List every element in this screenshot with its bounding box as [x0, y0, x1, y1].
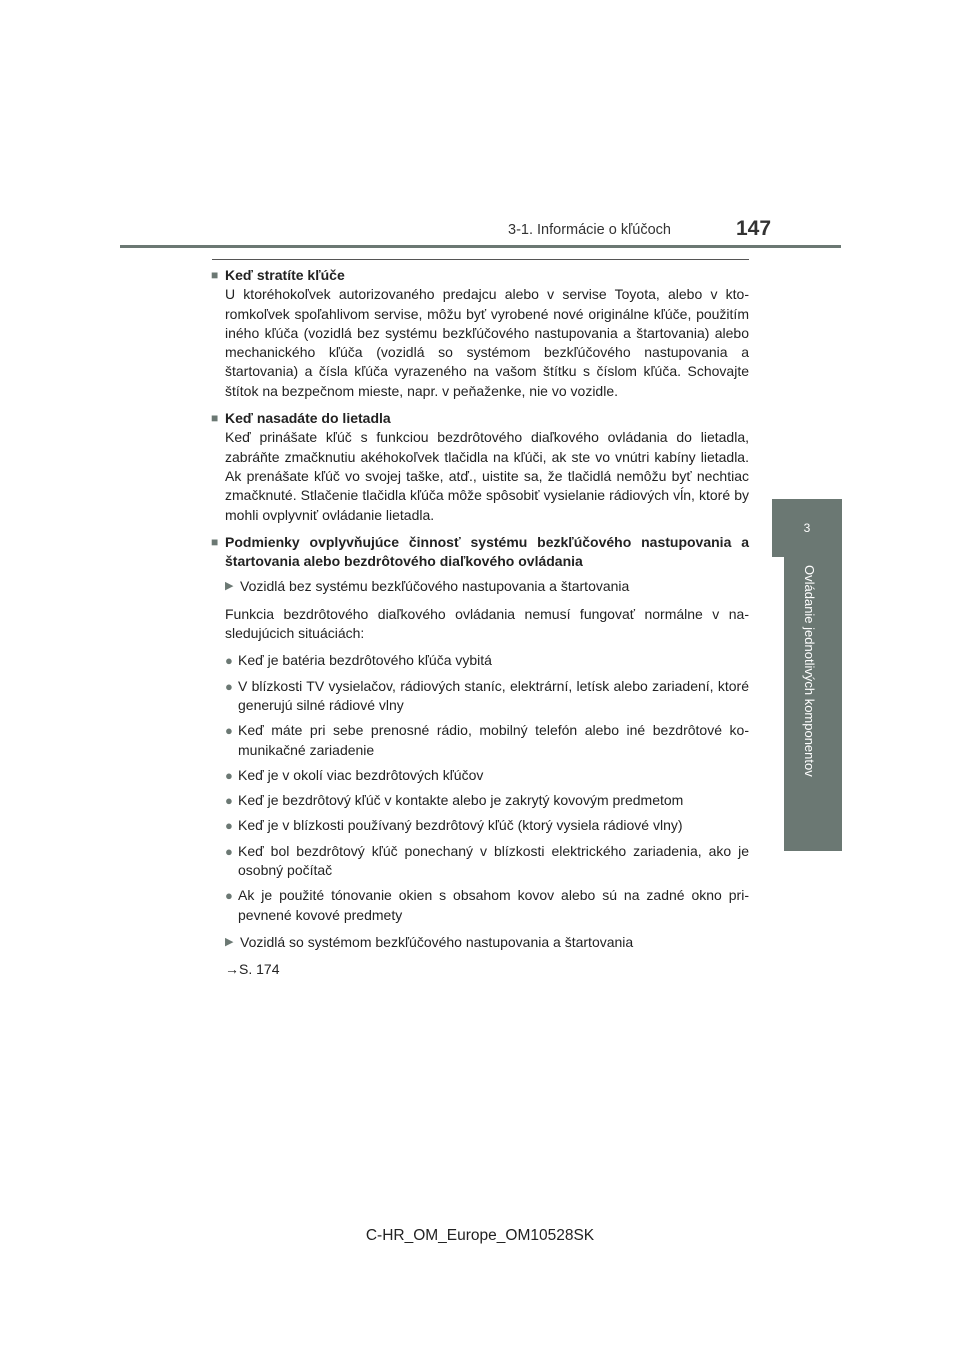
- bullet-dot-icon: ●: [225, 767, 233, 783]
- list-item: ● Keď bol bezdrôtový kľúč ponechaný v blízkosti elektrického zariadenia, ako je osobný počítač: [211, 842, 749, 881]
- list-item: ● Keď máte pri sebe prenosné rádio, mobilný telefón alebo iné bezdrôtové komunikačné zariadenie: [211, 721, 749, 760]
- section-lost-keys: [211, 266, 749, 401]
- bullet-dot-icon: ●: [225, 653, 233, 669]
- header-divider: [120, 245, 841, 248]
- document-footer: C-HR_OM_Europe_OM10528SK: [365, 1227, 595, 1244]
- list-item: ● Ak je použité tónovanie okien s obsahom kovov alebo sú na zadné okno pripevnené kovové predmety: [211, 886, 749, 925]
- bullet-dot-icon: ●: [225, 793, 233, 809]
- bullet-dot-icon: ●: [225, 818, 233, 834]
- list-item: ● Keď je bezdrôtový kľúč v kontakte alebo je zakrytý kovovým predmetom: [211, 791, 749, 810]
- conditions-intro: Funkcia bezdrôtového diaľkového ovládania nemusí fungovať normálne v nasledujúcich situáciách:: [225, 605, 749, 642]
- square-bullet-icon: ■: [211, 268, 219, 282]
- bullet-dot-icon: ●: [225, 843, 233, 859]
- chapter-tab[interactable]: [772, 499, 842, 557]
- arrow-right-icon: →: [225, 961, 239, 978]
- list-item: ● Keď je v okolí viac bezdrôtových kľúčov: [211, 766, 749, 785]
- square-bullet-icon: ■: [211, 411, 219, 426]
- content-divider: [212, 259, 749, 260]
- section-body: Keď prinášate kľúč s funkciou bezdrôtového diaľkového ovládania do lietadla, zabráňte zmačknutiu akéhokoľvek tlačidla na kľúči, ak ste vo vnútri kabíny lietadla. Ak prenášate kľúč vo svojej taške, atď., uistite sa, že tlačidlá nemôžu byť nechtiac zmačknuté. Stlačenie tlačidla kľúča môže spôsobiť vysielanie rádiových vĺn, ktoré by mohli ovplyvniť ovládanie lietadla.: [225, 429, 749, 523]
- list-item: ● V blízkosti TV vysielačov, rádiových staníc, elektrární, letísk alebo zariadení, ktoré generujú silné rádiové vlny: [211, 677, 749, 716]
- section-heading: Podmienky ovplyvňujúce činnosť systému bezkľúčového nastupovania a štartovania alebo bezdrôtového diaľkového ovládania: [225, 533, 749, 570]
- section-heading: Keď nasadáte do lietadla: [225, 410, 391, 427]
- subheading-with-smart-key: ▶ Vozidlá so systémom bezkľúčového nastupovania a štartovania: [211, 933, 749, 952]
- page-content: [211, 266, 749, 988]
- subheading-without-smart-key: ▶ Vozidlá bez systému bezkľúčového nastupovania a štartovania: [211, 577, 749, 596]
- square-bullet-icon: ■: [211, 534, 219, 549]
- triangle-right-icon: ▶: [225, 935, 234, 948]
- section-body: U ktoréhokoľvek autorizovaného predajcu alebo v servise Toyota, alebo v ktoromkoľvek spoľahlivom servise, môžu byť vyrobené nové originálne kľúče, použitím iného kľúča (vozidlá bez systému bezkľúčového nastupovania a štartovania) alebo mechanického kľúča (vozidlá so systémom bezkľúčového nastupovania a štartovania) a čísla kľúča vyrazeného na vašom štítku s číslom kľúča. Schovajte štítok na bezpečnom mieste, napr. v peňaženke, nie vo vozidle.: [225, 286, 749, 399]
- list-item: ● Keď je v blízkosti používaný bezdrôtový kľúč (ktorý vysiela rádiové vlny): [211, 816, 749, 835]
- page-number: 147: [736, 217, 772, 240]
- chapter-title: Ovládanie jednotlivých komponentov: [802, 565, 817, 777]
- bullet-dot-icon: ●: [225, 678, 233, 694]
- section-airplane: [211, 409, 749, 525]
- bullet-dot-icon: ●: [225, 723, 233, 739]
- list-item: ● Keď je batéria bezdrôtového kľúča vybitá: [211, 651, 749, 670]
- section-heading: Keď stratíte kľúče: [225, 267, 345, 283]
- header-section-title: 3-1. Informácie o kľúčoch: [508, 222, 671, 238]
- bullet-dot-icon: ●: [225, 888, 233, 904]
- triangle-right-icon: ▶: [225, 580, 234, 593]
- section-conditions: [211, 533, 749, 980]
- chapter-number: 3: [803, 521, 811, 535]
- page-reference-link[interactable]: →S. 174: [225, 961, 280, 978]
